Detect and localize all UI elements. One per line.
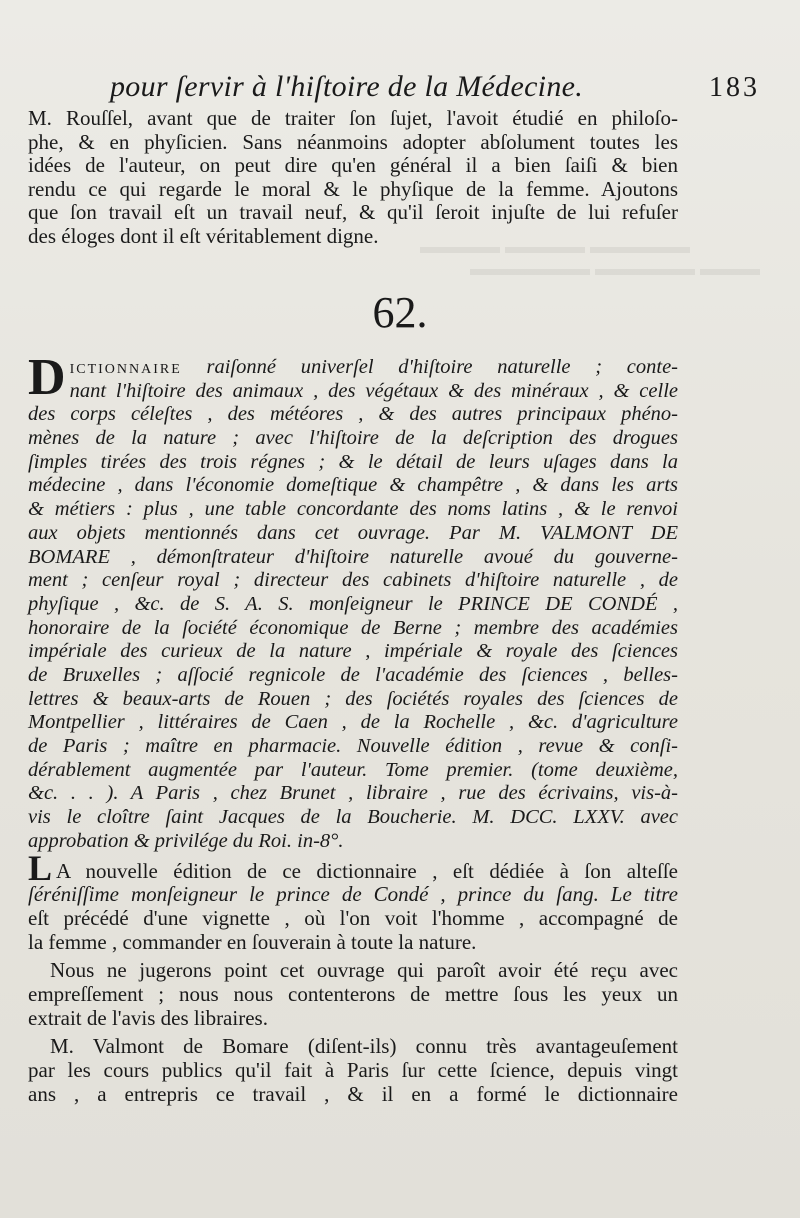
text-line: BOMARE , démonſtrateur d'hiſtoire naturelle avoué du gouverne- [28, 545, 678, 568]
title-first-word: ICTIONNAIRE [69, 362, 182, 377]
paragraph-2 [28, 958, 678, 1030]
drop-cap: L [28, 848, 53, 888]
text-line [28, 356, 678, 380]
text-line: mènes de la nature ; avec l'hiſtoire de la deſcription des drogues [28, 427, 678, 450]
title-line-text: raiſonné univerſel d'hiſtoire naturelle ; conte- [181, 356, 678, 378]
text-line: lettres & beaux-arts de Rouen ; des ſociétés royales des ſciences de [28, 687, 678, 710]
text-line: M. Valmont de Bomare (diſent-ils) connu très avantageuſement [50, 1034, 678, 1058]
text-line: ſéréniſſime monſeigneur le prince de Condé , prince du ſang. Le titre [28, 882, 678, 906]
text-line: ſimples tirées des trois régnes ; & le détail de leurs uſages dans la [28, 450, 678, 473]
paragraph-1 [28, 848, 678, 954]
text-line: vis le cloître ſaint Jacques de la Boucherie. M. DCC. LXXV. avec [28, 806, 678, 829]
text-line: Montpellier , littéraires de Caen , de la Rochelle , &c. d'agriculture [28, 711, 678, 734]
text-line: idées de l'auteur, on peut dire qu'en général il a bien ſaiſi & bien [28, 153, 678, 177]
text-line: M. Rouſſel, avant que de traiter ſon ſujet, l'avoit étudié en philoſo- [28, 106, 678, 130]
text-line: Nous ne jugerons point cet ouvrage qui paroît avoir été reçu avec [50, 958, 678, 982]
text-line: des corps céleſtes , des météores , & des autres principaux phéno- [28, 403, 678, 426]
text-line: approbation & privilége du Roi. in-8°. [28, 829, 344, 852]
text-line: phe, & en phyſicien. Sans néanmoins adopter abſolument toutes les [28, 129, 678, 154]
text-line: &c. . . ). A Paris , chez Brunet , libraire , rue des écrivains, vis-à- [28, 782, 678, 805]
text-line: par les cours publics qu'il fait à Paris ſur cette ſcience, depuis vingt [28, 1058, 678, 1082]
running-title: pour ſervir à l'hiſtoire de la Médecine. [110, 70, 584, 103]
text-line: extrait de l'avis des libraires. [28, 1006, 268, 1030]
text-line: de Bruxelles ; aſſocié regnicole de l'académie des ſciences , belles- [28, 663, 678, 686]
drop-cap: D [28, 349, 66, 406]
text-line: aux objets mentionnés dans cet ouvrage. Par M. VALMONT DE [28, 521, 678, 544]
bleed-through-text: ▬▬▬▬ ▬▬▬▬ ▬▬▬▬▬ [420, 236, 690, 258]
text-line: médecine , dans l'économie domeſtique & champêtre , & dans les arts [28, 474, 678, 497]
text-line: impériale des curieux de la nature , impériale & royale des ſciences [28, 640, 678, 663]
paragraph-3 [28, 1034, 678, 1106]
line-text: A nouvelle édition de ce dictionnaire , eſt dédiée à ſon alteſſe [56, 859, 678, 883]
text-line: la femme , commander en ſouverain à toute la nature. [28, 930, 477, 954]
entry-number: 62. [372, 288, 428, 337]
text-line: honoraire de la ſociété économique de Berne ; membre des académies [28, 616, 678, 639]
intro-paragraph [28, 107, 678, 248]
text-line: phyſique , &c. de S. A. S. monſeigneur le PRINCE DE CONDÉ , [28, 592, 678, 615]
bleed-through-text: ▬▬▬▬▬▬ ▬▬▬▬▬ ▬▬▬ [470, 258, 760, 280]
text-line: dérablement augmentée par l'auteur. Tome premier. (tome deuxième, [28, 758, 678, 781]
text-line: rendu ce qui regarde le moral & le phyſique de la femme. Ajoutons [28, 176, 678, 201]
text-line: nant l'hiſtoire des animaux , des végétaux & des minéraux , & celle [69, 379, 678, 402]
entry-title [28, 349, 678, 853]
text-line: que ſon travail eſt un travail neuf, & qu'il ſeroit injuſte de lui refuſer [28, 200, 678, 224]
text-line: ans , a entrepris ce travail , & il en a formé le dictionnaire [28, 1082, 678, 1106]
body-text [28, 848, 678, 1106]
page-header [110, 70, 760, 110]
text-line: de Paris ; maître en pharmacie. Nouvelle édition , revue & conſi- [28, 735, 678, 757]
text-line [28, 848, 678, 888]
text-line: des éloges dont il eſt véritablement digne. [28, 223, 379, 248]
text-line: empreſſement ; nous nous contenterons de mettre ſous les yeux un [28, 982, 678, 1006]
page-number: 183 [709, 72, 760, 103]
text-line: eſt précédé d'une vignette , où l'on voit l'homme , accompagné de [28, 906, 678, 930]
text-line: & métiers : plus , une table concordante des noms latins , & le renvoi [28, 498, 678, 521]
text-line: ment ; cenſeur royal ; directeur des cabinets d'hiſtoire naturelle , de [28, 569, 678, 592]
